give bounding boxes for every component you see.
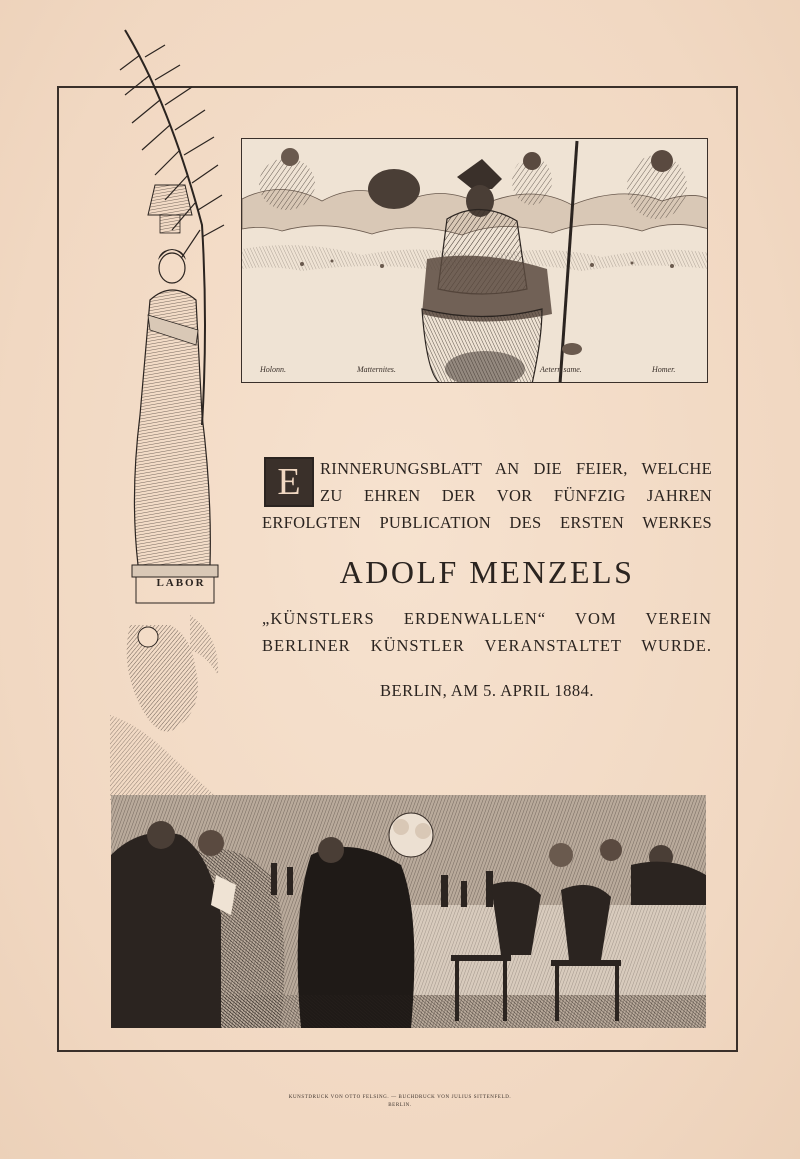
allegory-illustration bbox=[110, 25, 228, 800]
allegory-column bbox=[110, 25, 228, 800]
labor-label: LABOR bbox=[156, 577, 206, 589]
banquet-illustration bbox=[111, 795, 706, 1028]
imprint-line-2: BERLIN. bbox=[388, 1103, 412, 1108]
knight-illustration bbox=[242, 139, 708, 383]
bottom-engraving bbox=[111, 795, 706, 1028]
dropcap-box bbox=[264, 457, 314, 507]
commemorative-text bbox=[262, 455, 712, 701]
sub-line-2: BERLINER KÜNSTLER VERANSTALTET WURDE. bbox=[262, 636, 712, 655]
top-engraving bbox=[241, 138, 708, 383]
caption-1: Holonn. bbox=[260, 365, 286, 374]
sub-line-1: „KÜNSTLERS ERDENWALLEN“ VOM VEREIN bbox=[262, 609, 712, 628]
dropcap-letter: E bbox=[277, 461, 301, 503]
place-date: BERLIN, AM 5. APRIL 1884. bbox=[379, 681, 595, 700]
caption-4: Homer. bbox=[652, 365, 676, 374]
imprint-line-1: KUNSTDRUCK VON OTTO FELSING. — BUCHDRUCK VON JULIUS SITTENFELD. bbox=[288, 1095, 512, 1100]
intro-line-1: RINNERUNGSBLATT AN DIE FEIER, WELCHE bbox=[320, 459, 712, 478]
main-title: ADOLF MENZELS bbox=[339, 554, 635, 590]
caption-2: Matternites. bbox=[357, 365, 396, 374]
intro-line-2: ZU EHREN DER VOR FÜNFZIG JAHREN bbox=[320, 486, 712, 505]
intro-line-3: ERFOLGTEN PUBLICATION DES ERSTEN WERKES bbox=[262, 513, 712, 532]
caption-3: Aetern same. bbox=[540, 365, 582, 374]
